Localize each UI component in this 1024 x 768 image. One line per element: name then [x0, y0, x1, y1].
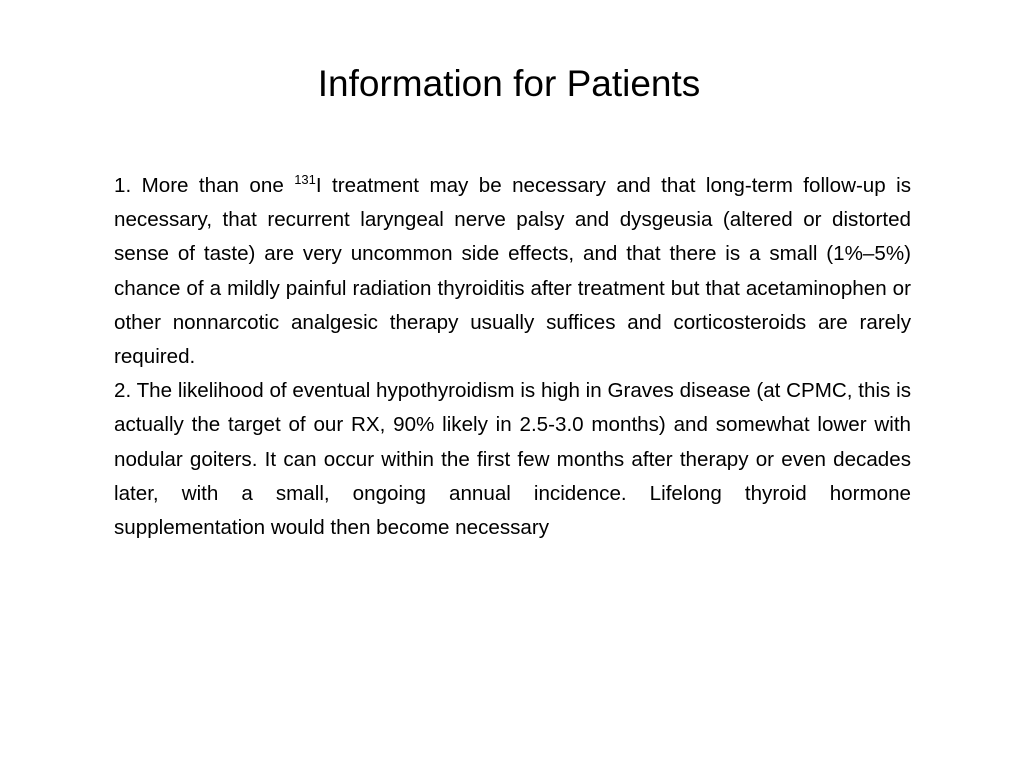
slide-title: Information for Patients: [317, 63, 701, 104]
point-1-prefix: 1. More than one: [114, 174, 295, 197]
point-1: [114, 169, 911, 374]
isotope-superscript: 131: [294, 172, 316, 187]
slide-body: [114, 169, 911, 545]
point-2: 2. The likelihood of eventual hypothyroidism is high in Graves disease (at CPMC, this is actually the target of our RX, 90% likely in 2.5-3.0 months) and somewhat lower with nodular goiters. It can occur within the first few months after therapy or even decades later, with a small, ongoing annual incidence. Lifelong thyroid hormone supplementation would then become necessary: [114, 379, 911, 540]
point-1-text: I treatment may be necessary and that long-term follow-up is necessary, that recurrent laryngeal nerve palsy and dysgeusia (altered or distorted sense of taste) are very uncommon side effects, and that there is a small (1%–5%) chance of a mildly painful radiation thyroiditis after treatment but that acetaminophen or other nonnarcotic analgesic therapy usually suffices and corticosteroids are rarely required.: [114, 174, 912, 369]
